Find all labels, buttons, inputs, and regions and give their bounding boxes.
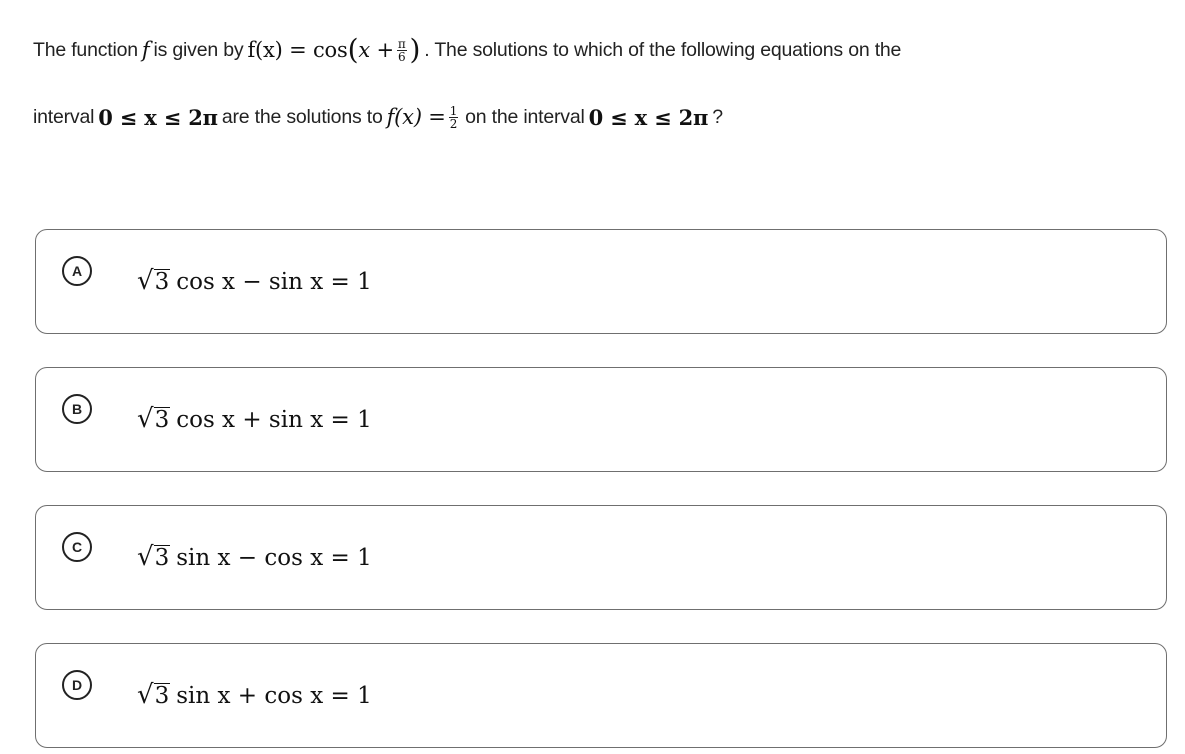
sqrt-expression	[137, 268, 170, 294]
definition-lhs: f(x) =	[247, 38, 307, 62]
function-definition	[247, 33, 421, 66]
equation-lhs: f(x) =	[386, 105, 446, 129]
question-line-1	[33, 26, 1173, 74]
question-text: is given by	[153, 38, 244, 61]
option-c[interactable]	[35, 505, 1167, 610]
option-letter-badge: B	[62, 394, 92, 424]
close-paren: )	[409, 33, 421, 66]
option-letter-badge: C	[62, 532, 92, 562]
radicand: 3	[154, 269, 170, 295]
open-paren: (	[347, 33, 359, 66]
option-equation	[137, 544, 372, 570]
option-d[interactable]	[35, 643, 1167, 748]
sqrt-icon: √	[137, 404, 154, 434]
option-letter-badge: D	[62, 670, 92, 700]
equation-text: cos x − sin x = 1	[176, 269, 372, 295]
sqrt-expression	[137, 682, 170, 708]
question-stem	[33, 26, 1173, 141]
question-text: are the solutions to	[221, 105, 383, 128]
one-half-fraction: $\frac{1}{2}$	[449, 103, 458, 131]
sqrt-icon: √	[137, 680, 154, 710]
target-equation	[387, 105, 462, 130]
pi-over-6-fraction: $\frac{\pi}{6}$	[397, 36, 406, 64]
question-text: on the interval	[465, 105, 585, 128]
sqrt-expression	[137, 544, 170, 570]
radicand: 3	[154, 545, 170, 571]
question-mark: ?	[712, 105, 723, 128]
interval-expression-2: 0 ≤ x ≤ 2π	[588, 104, 709, 130]
answer-choices	[35, 229, 1167, 748]
sqrt-icon: √	[137, 266, 154, 296]
question-text: interval	[33, 105, 95, 128]
sqrt-icon: √	[137, 542, 154, 572]
equation-text: sin x + cos x = 1	[176, 683, 372, 709]
radicand: 3	[154, 407, 170, 433]
question-text: . The solutions to which of the following equations on the	[424, 38, 902, 61]
cos-label: cos	[313, 38, 348, 62]
function-symbol: f	[141, 38, 150, 62]
option-letter-badge: A	[62, 256, 92, 286]
option-equation	[137, 268, 372, 294]
option-equation	[137, 682, 372, 708]
radicand: 3	[154, 683, 170, 709]
interval-expression: 0 ≤ x ≤ 2π	[98, 104, 218, 130]
question-line-2	[33, 93, 1173, 141]
equation-text: sin x − cos x = 1	[176, 545, 372, 571]
option-b[interactable]	[35, 367, 1167, 472]
argument: x +	[358, 38, 394, 62]
sqrt-expression	[137, 406, 170, 432]
option-a[interactable]	[35, 229, 1167, 334]
equation-text: cos x + sin x = 1	[176, 407, 372, 433]
option-equation	[137, 406, 372, 432]
question-text: The function	[33, 38, 138, 61]
